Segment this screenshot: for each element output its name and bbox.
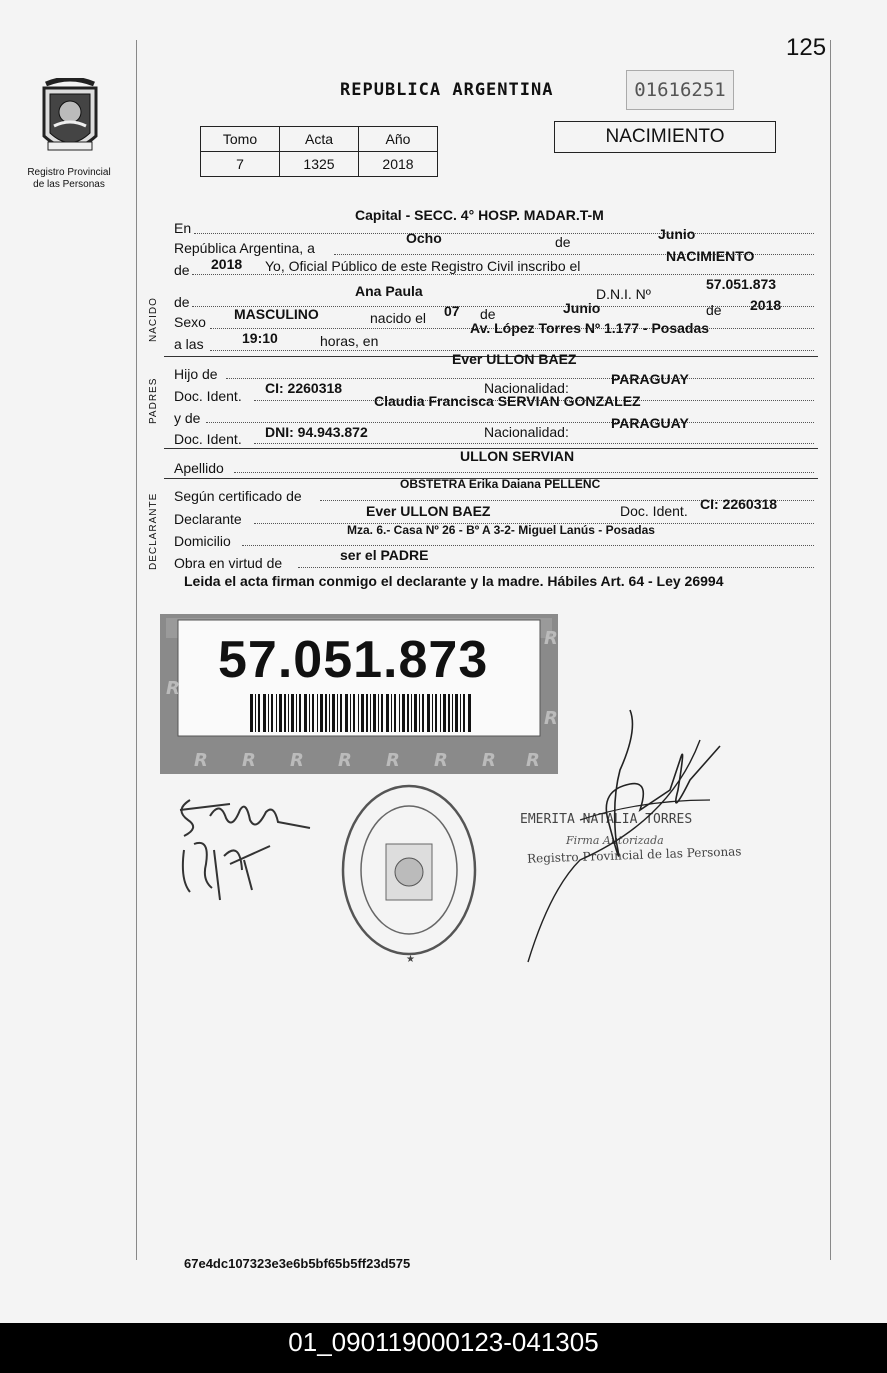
document-hash: 67e4dc107323e3e6b5bf65b5ff23d575: [184, 1256, 411, 1271]
sexo-label: Sexo: [174, 314, 206, 330]
authority-office: Registro Provincial de las Personas: [526, 844, 742, 866]
registration-day: Ocho: [406, 230, 442, 246]
svg-text:★: ★: [406, 954, 415, 965]
left-margin-line: [136, 40, 137, 1260]
de-label: de: [555, 234, 571, 250]
republica-label: República Argentina, a: [174, 240, 315, 256]
mother-name: Claudia Francisca SERVIAN GONZALEZ: [374, 393, 641, 409]
registry-table: [200, 126, 438, 177]
birth-time: 19:10: [242, 330, 278, 346]
dni-label: D.N.I. Nº: [596, 286, 651, 302]
registration-month: Junio: [658, 226, 696, 242]
child-dni: 57.051.873: [706, 276, 777, 292]
y-de-label: y de: [174, 410, 201, 426]
right-margin-line: [830, 40, 831, 1260]
dotted-line: [226, 378, 814, 379]
father-doc: CI: 2260318: [265, 380, 343, 396]
declarant-signature: [170, 780, 320, 910]
child-sex: MASCULINO: [234, 306, 319, 322]
father-doc-label: Doc. Ident.: [174, 388, 242, 404]
declarant-name: Ever ULLON BAEZ: [366, 503, 491, 519]
a-las-label: a las: [174, 336, 204, 352]
sticker-id-number: 57.051.873: [218, 631, 489, 689]
mother-doc: DNI: 94.943.872: [265, 424, 368, 440]
declarante-side-label: DECLARANTE: [148, 492, 159, 570]
father-name: Ever ULLON BAEZ: [452, 351, 577, 367]
mother-nationality: PARAGUAY: [611, 415, 689, 431]
dotted-line: [194, 233, 814, 234]
table-header-anio: Año: [359, 127, 438, 152]
padres-side-label: PADRES: [148, 377, 159, 424]
scan-footer-id: 01_090119000123-041305: [0, 1323, 887, 1373]
act-type: NACIMIENTO: [666, 248, 755, 264]
table-value-anio: 2018: [359, 152, 438, 177]
official-signature: [520, 700, 730, 970]
registry-round-stamp: [336, 780, 482, 966]
document-title: REPUBLICA ARGENTINA: [340, 80, 554, 100]
table-header-acta: Acta: [280, 127, 359, 152]
birth-year: 2018: [750, 297, 782, 313]
birth-month: Junio: [563, 300, 601, 316]
declarant-relation: ser el PADRE: [340, 547, 429, 563]
dotted-line: [242, 545, 814, 546]
horas-label: horas, en: [320, 333, 379, 349]
child-name: Ana Paula: [355, 283, 423, 299]
authority-name: EMERITA NATALIA TORRES: [520, 812, 693, 827]
page-number: 125: [786, 34, 827, 61]
nacido-el-label: nacido el: [370, 310, 427, 326]
dotted-line: [192, 274, 814, 275]
en-label: En: [174, 220, 192, 236]
svg-text:R: R: [290, 750, 304, 771]
svg-text:R: R: [338, 750, 352, 771]
authority-role: Firma Autorizada: [566, 834, 664, 847]
svg-text:R: R: [544, 628, 558, 649]
svg-text:R: R: [526, 750, 540, 771]
table-value-acta: 1325: [280, 152, 359, 177]
svg-text:R: R: [166, 678, 180, 699]
nacido-de-label: de: [174, 294, 190, 310]
closing-statement: Leida el acta firman conmigo el declarante y la madre. Hábiles Art. 64 - Ley 26994: [184, 573, 724, 589]
obra-label: Obra en virtud de: [174, 555, 283, 571]
svg-text:R: R: [194, 750, 208, 771]
table-value-tomo: 7: [201, 152, 280, 177]
birth-place: Av. López Torres Nº 1.177 - Posadas: [470, 320, 710, 336]
birth-de-label: de: [480, 306, 496, 322]
logo-caption-line1: Registro Provincial: [27, 167, 111, 178]
surname: ULLON SERVIAN: [460, 448, 575, 464]
declarant-doc-label: Doc. Ident.: [620, 503, 688, 519]
registration-place: Capital - SECC. 4° HOSP. MADAR.T-M: [355, 207, 604, 223]
registration-year: 2018: [211, 256, 243, 272]
dotted-line: [234, 472, 814, 473]
nacido-side-label: NACIDO: [148, 297, 159, 342]
apellido-label: Apellido: [174, 460, 224, 476]
mother-doc-label: Doc. Ident.: [174, 431, 242, 447]
svg-text:R: R: [544, 708, 558, 729]
dotted-line: [254, 443, 814, 444]
declarante-label: Declarante: [174, 511, 242, 527]
inscribo-label: Yo, Oficial Público de este Registro Civil inscribo el: [265, 258, 581, 274]
certificate-issuer: OBSTETRA Erika Daiana PELLENC: [400, 477, 601, 491]
dotted-line: [298, 567, 814, 568]
declarant-address: Mza. 6.- Casa Nº 26 - Bº A 3-2- Miguel Lanús - Posadas: [347, 523, 655, 537]
dotted-line: [206, 422, 814, 423]
mother-nationality-label: Nacionalidad:: [484, 424, 569, 440]
serial-number: 01616251: [626, 70, 734, 110]
logo-caption-line2: de las Personas: [33, 179, 105, 190]
province-seal-logo: [38, 78, 102, 160]
table-header-tomo: Tomo: [201, 127, 280, 152]
de2-label: de: [174, 262, 190, 278]
birth-day: 07: [444, 303, 460, 319]
declarant-doc: CI: 2260318: [700, 496, 778, 512]
father-nationality-label: Nacionalidad:: [484, 380, 569, 396]
svg-text:R: R: [434, 750, 448, 771]
logo-caption: [14, 167, 124, 191]
domicilio-label: Domicilio: [174, 533, 231, 549]
svg-text:R: R: [482, 750, 496, 771]
svg-text:R: R: [386, 750, 400, 771]
hijo-de-label: Hijo de: [174, 366, 218, 382]
svg-text:R: R: [242, 750, 256, 771]
cert-label: Según certificado de: [174, 488, 302, 504]
father-nationality: PARAGUAY: [611, 371, 689, 387]
document-type-box: NACIMIENTO: [554, 121, 776, 153]
birth-de-label-2: de: [706, 302, 722, 318]
